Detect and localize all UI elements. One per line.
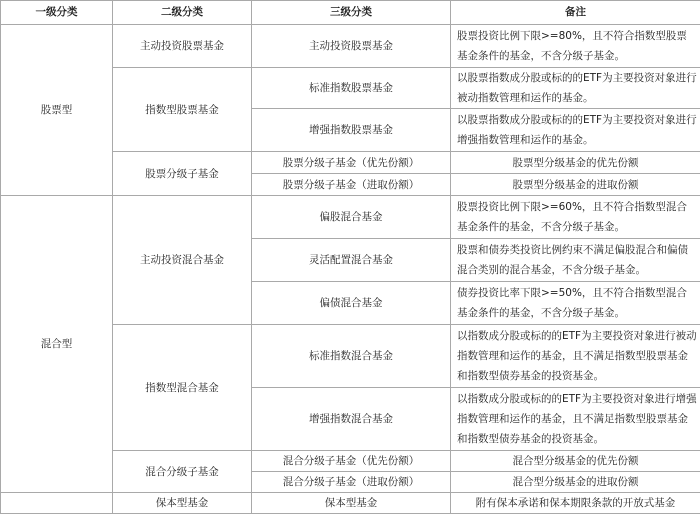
note-cell: 附有保本承诺和保本期限条款的开放式基金 xyxy=(451,493,700,514)
level2-guaranteed: 保本型基金 xyxy=(113,493,252,514)
note-cell: 股票型分级基金的进取份额 xyxy=(451,174,700,196)
note-cell: 以股票指数成分股或标的的ETF为主要投资对象进行被动指数管理和运作的基金。 xyxy=(451,68,700,109)
note-cell: 以指数成分股或标的的ETF为主要投资对象进行增强指数管理和运作的基金，且不满足指数型股票基金和指数型债券基金的投资基金。 xyxy=(451,388,700,451)
note-cell: 以指数成分股或标的的ETF为主要投资对象进行被动指数管理和运作的基金，且不满足指数型股票基金和指数型债券基金的投资基金。 xyxy=(451,325,700,388)
note-cell: 混合型分级基金的进取份额 xyxy=(451,472,700,493)
level3-cell: 增强指数股票基金 xyxy=(252,109,451,152)
level3-cell: 保本型基金 xyxy=(252,493,451,514)
header-level1: 一级分类 xyxy=(1,1,113,25)
level3-cell: 标准指数股票基金 xyxy=(252,68,451,109)
level3-cell: 灵活配置混合基金 xyxy=(252,239,451,282)
header-level3: 三级分类 xyxy=(252,1,451,25)
level2-stock-graded: 股票分级子基金 xyxy=(113,152,252,196)
level3-cell: 主动投资股票基金 xyxy=(252,25,451,68)
note-cell: 以股票指数成分股或标的的ETF为主要投资对象进行增强指数管理和运作的基金。 xyxy=(451,109,700,152)
level2-mixed-graded: 混合分级子基金 xyxy=(113,451,252,493)
level2-index-mixed: 指数型混合基金 xyxy=(113,325,252,451)
note-cell: 股票投资比例下限>=80%，且不符合指数型股票基金条件的基金，不含分级子基金。 xyxy=(451,25,700,68)
note-cell: 股票和债券类投资比例约束不满足偏股混合和偏债混合类别的混合基金，不含分级子基金。 xyxy=(451,239,700,282)
level1-guaranteed xyxy=(1,493,113,514)
level2-active-stock: 主动投资股票基金 xyxy=(113,25,252,68)
header-row xyxy=(1,1,700,25)
table-row xyxy=(1,493,700,514)
level3-cell: 增强指数混合基金 xyxy=(252,388,451,451)
table-row xyxy=(1,196,700,239)
level1-mixed: 混合型 xyxy=(1,196,113,493)
level2-index-stock: 指数型股票基金 xyxy=(113,68,252,152)
level3-cell: 偏股混合基金 xyxy=(252,196,451,239)
level2-active-mixed: 主动投资混合基金 xyxy=(113,196,252,325)
level3-cell: 偏债混合基金 xyxy=(252,282,451,325)
note-cell: 债券投资比率下限>=50%，且不符合指数型混合基金条件的基金，不含分级子基金。 xyxy=(451,282,700,325)
level3-cell: 标准指数混合基金 xyxy=(252,325,451,388)
level3-cell: 混合分级子基金（优先份额） xyxy=(252,451,451,472)
note-cell: 股票型分级基金的优先份额 xyxy=(451,152,700,174)
note-cell: 混合型分级基金的优先份额 xyxy=(451,451,700,472)
level3-cell: 股票分级子基金（优先份额） xyxy=(252,152,451,174)
note-cell: 股票投资比例下限>=60%，且不符合指数型混合基金条件的基金，不含分级子基金。 xyxy=(451,196,700,239)
level3-cell: 混合分级子基金（进取份额） xyxy=(252,472,451,493)
level1-stock: 股票型 xyxy=(1,25,113,196)
level3-cell: 股票分级子基金（进取份额） xyxy=(252,174,451,196)
header-level2: 二级分类 xyxy=(113,1,252,25)
table-row xyxy=(1,25,700,68)
header-note: 备注 xyxy=(451,1,700,25)
